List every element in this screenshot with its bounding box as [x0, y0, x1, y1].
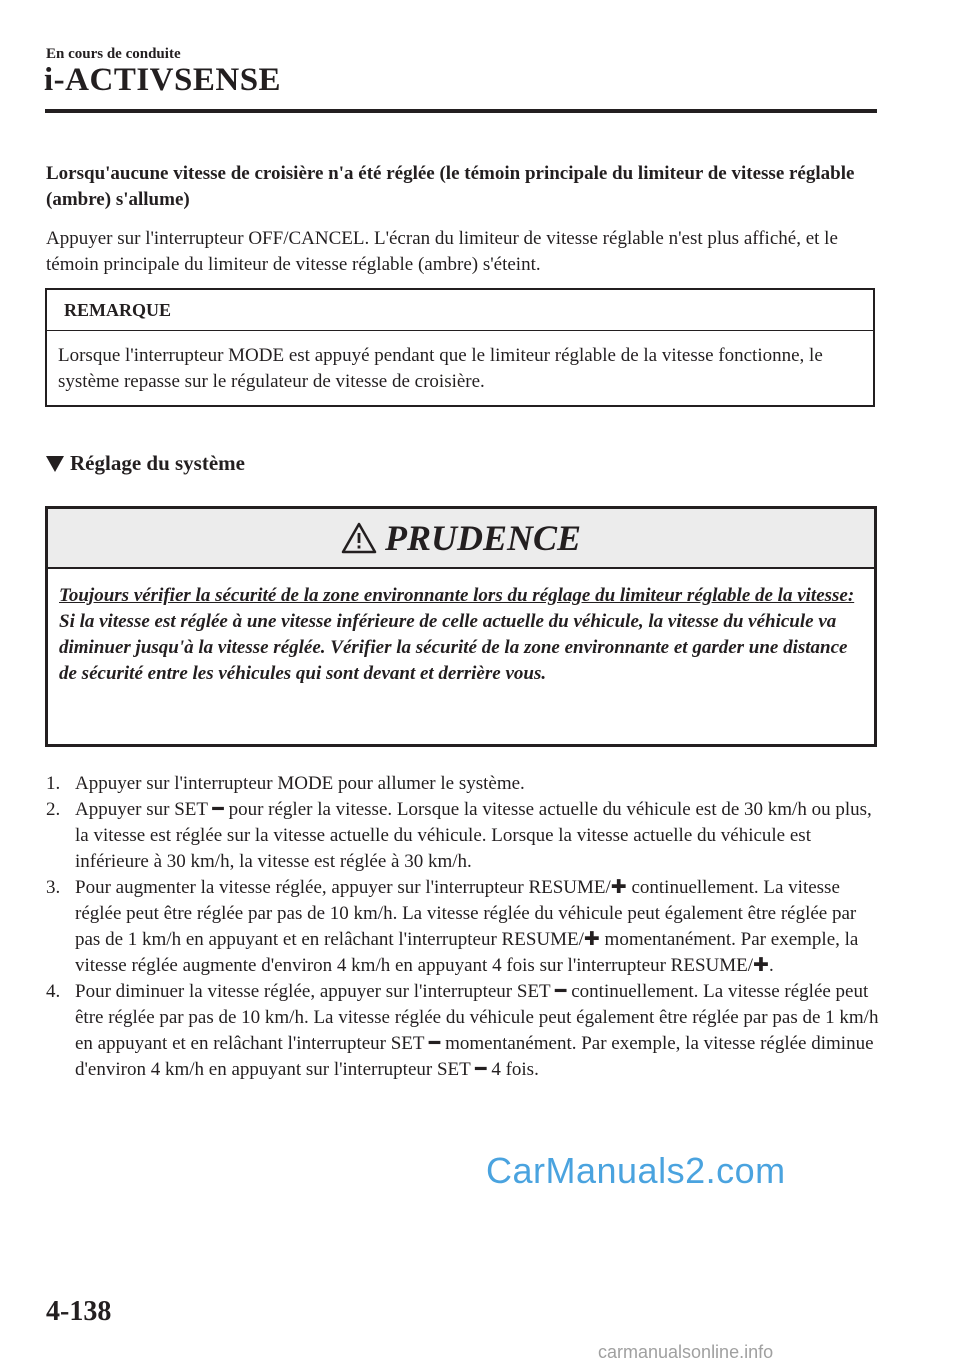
- section-label: En cours de conduite: [46, 46, 181, 62]
- warning-icon: [341, 522, 377, 554]
- list-item: [46, 979, 886, 1083]
- system-heading: [46, 451, 245, 476]
- list-item: [46, 771, 886, 797]
- step-text: Appuyer sur SET ━ pour régler la vitesse. Lorsque la vitesse actuelle du véhicule est de 30 km/h ou plus, la vitesse est réglée sur la vitesse actuelle du véhicule. Lorsque la vitesse actuelle du véhicule est inférieure à 30 km/h, la vitesse est réglée à 30 km/h.: [75, 799, 872, 872]
- caution-text: Si la vitesse est réglée à une vitesse inférieure de celle actuelle du véhicule, la vitesse du véhicule va diminuer jusqu'à la vitesse réglée. Vérifier la sécurité de la zone environnante et garder une distance de sécurité entre les véhicules qui sont devant et derrière vous.: [59, 611, 848, 684]
- caution-header: [48, 509, 874, 569]
- caution-box: [45, 506, 877, 747]
- step-number: 4.: [46, 981, 61, 1002]
- note-box: [45, 288, 875, 407]
- step-text: Appuyer sur l'interrupteur MODE pour allumer le système.: [75, 773, 525, 794]
- intro-body: Appuyer sur l'interrupteur OFF/CANCEL. L'écran du limiteur de vitesse réglable n'est plus affiché, et le témoin principale du limiteur de vitesse réglable (ambre) s'éteint.: [46, 228, 838, 275]
- list-item: [46, 797, 886, 875]
- header-rule: [45, 109, 877, 113]
- caution-lead: Toujours vérifier la sécurité de la zone environnante lors du réglage du limiteur réglable de la vitesse:: [59, 585, 855, 606]
- page-number: 4-138: [46, 1296, 112, 1327]
- watermark: CarManuals2.com: [486, 1150, 786, 1191]
- caution-title: PRUDENCE: [384, 518, 582, 558]
- list-item: [46, 875, 886, 979]
- step-number: 3.: [46, 877, 61, 898]
- step-number: 1.: [46, 773, 61, 794]
- steps-list: [46, 771, 886, 1083]
- caution-body: [59, 583, 859, 687]
- step-text: Pour augmenter la vitesse réglée, appuyer sur l'interrupteur RESUME/✚ continuellement. La vitesse réglée peut être réglée par pas de 10 km/h. La vitesse réglée du véhicule peut également être réglée par pas de 1 km/h en appuyant et en relâchant l'interrupteur RESUME/✚ momentanément. Par exemple, la vitesse réglée augmente d'environ 4 km/h en appuyant 4 fois sur l'interrupteur RESUME/✚.: [75, 877, 859, 976]
- step-text: Pour diminuer la vitesse réglée, appuyer sur l'interrupteur SET ━ continuellement. La vitesse réglée peut être réglée par pas de 10 km/h. La vitesse réglée du véhicule peut également être réglée par pas de 1 km/h en appuyant et en relâchant l'interrupteur SET ━ momentanément. Par exemple, la vitesse réglée diminue d'environ 4 km/h en appuyant sur l'interrupteur SET ━ 4 fois.: [75, 981, 879, 1080]
- intro-heading: Lorsqu'aucune vitesse de croisière n'a été réglée (le témoin principale du limiteur de vitesse réglable (ambre) s'allume): [46, 163, 855, 210]
- note-body: Lorsque l'interrupteur MODE est appuyé pendant que le limiteur réglable de la vitesse fonctionne, le système repasse sur le régulateur de vitesse de croisière.: [58, 345, 823, 392]
- note-title: REMARQUE: [47, 290, 873, 331]
- triangle-bullet-icon: [46, 456, 64, 472]
- chapter-title: i-ACTIVSENSE: [44, 62, 282, 98]
- footer-watermark: carmanualsonline.info: [598, 1342, 774, 1362]
- system-heading-text: Réglage du système: [70, 451, 245, 475]
- step-number: 2.: [46, 799, 61, 820]
